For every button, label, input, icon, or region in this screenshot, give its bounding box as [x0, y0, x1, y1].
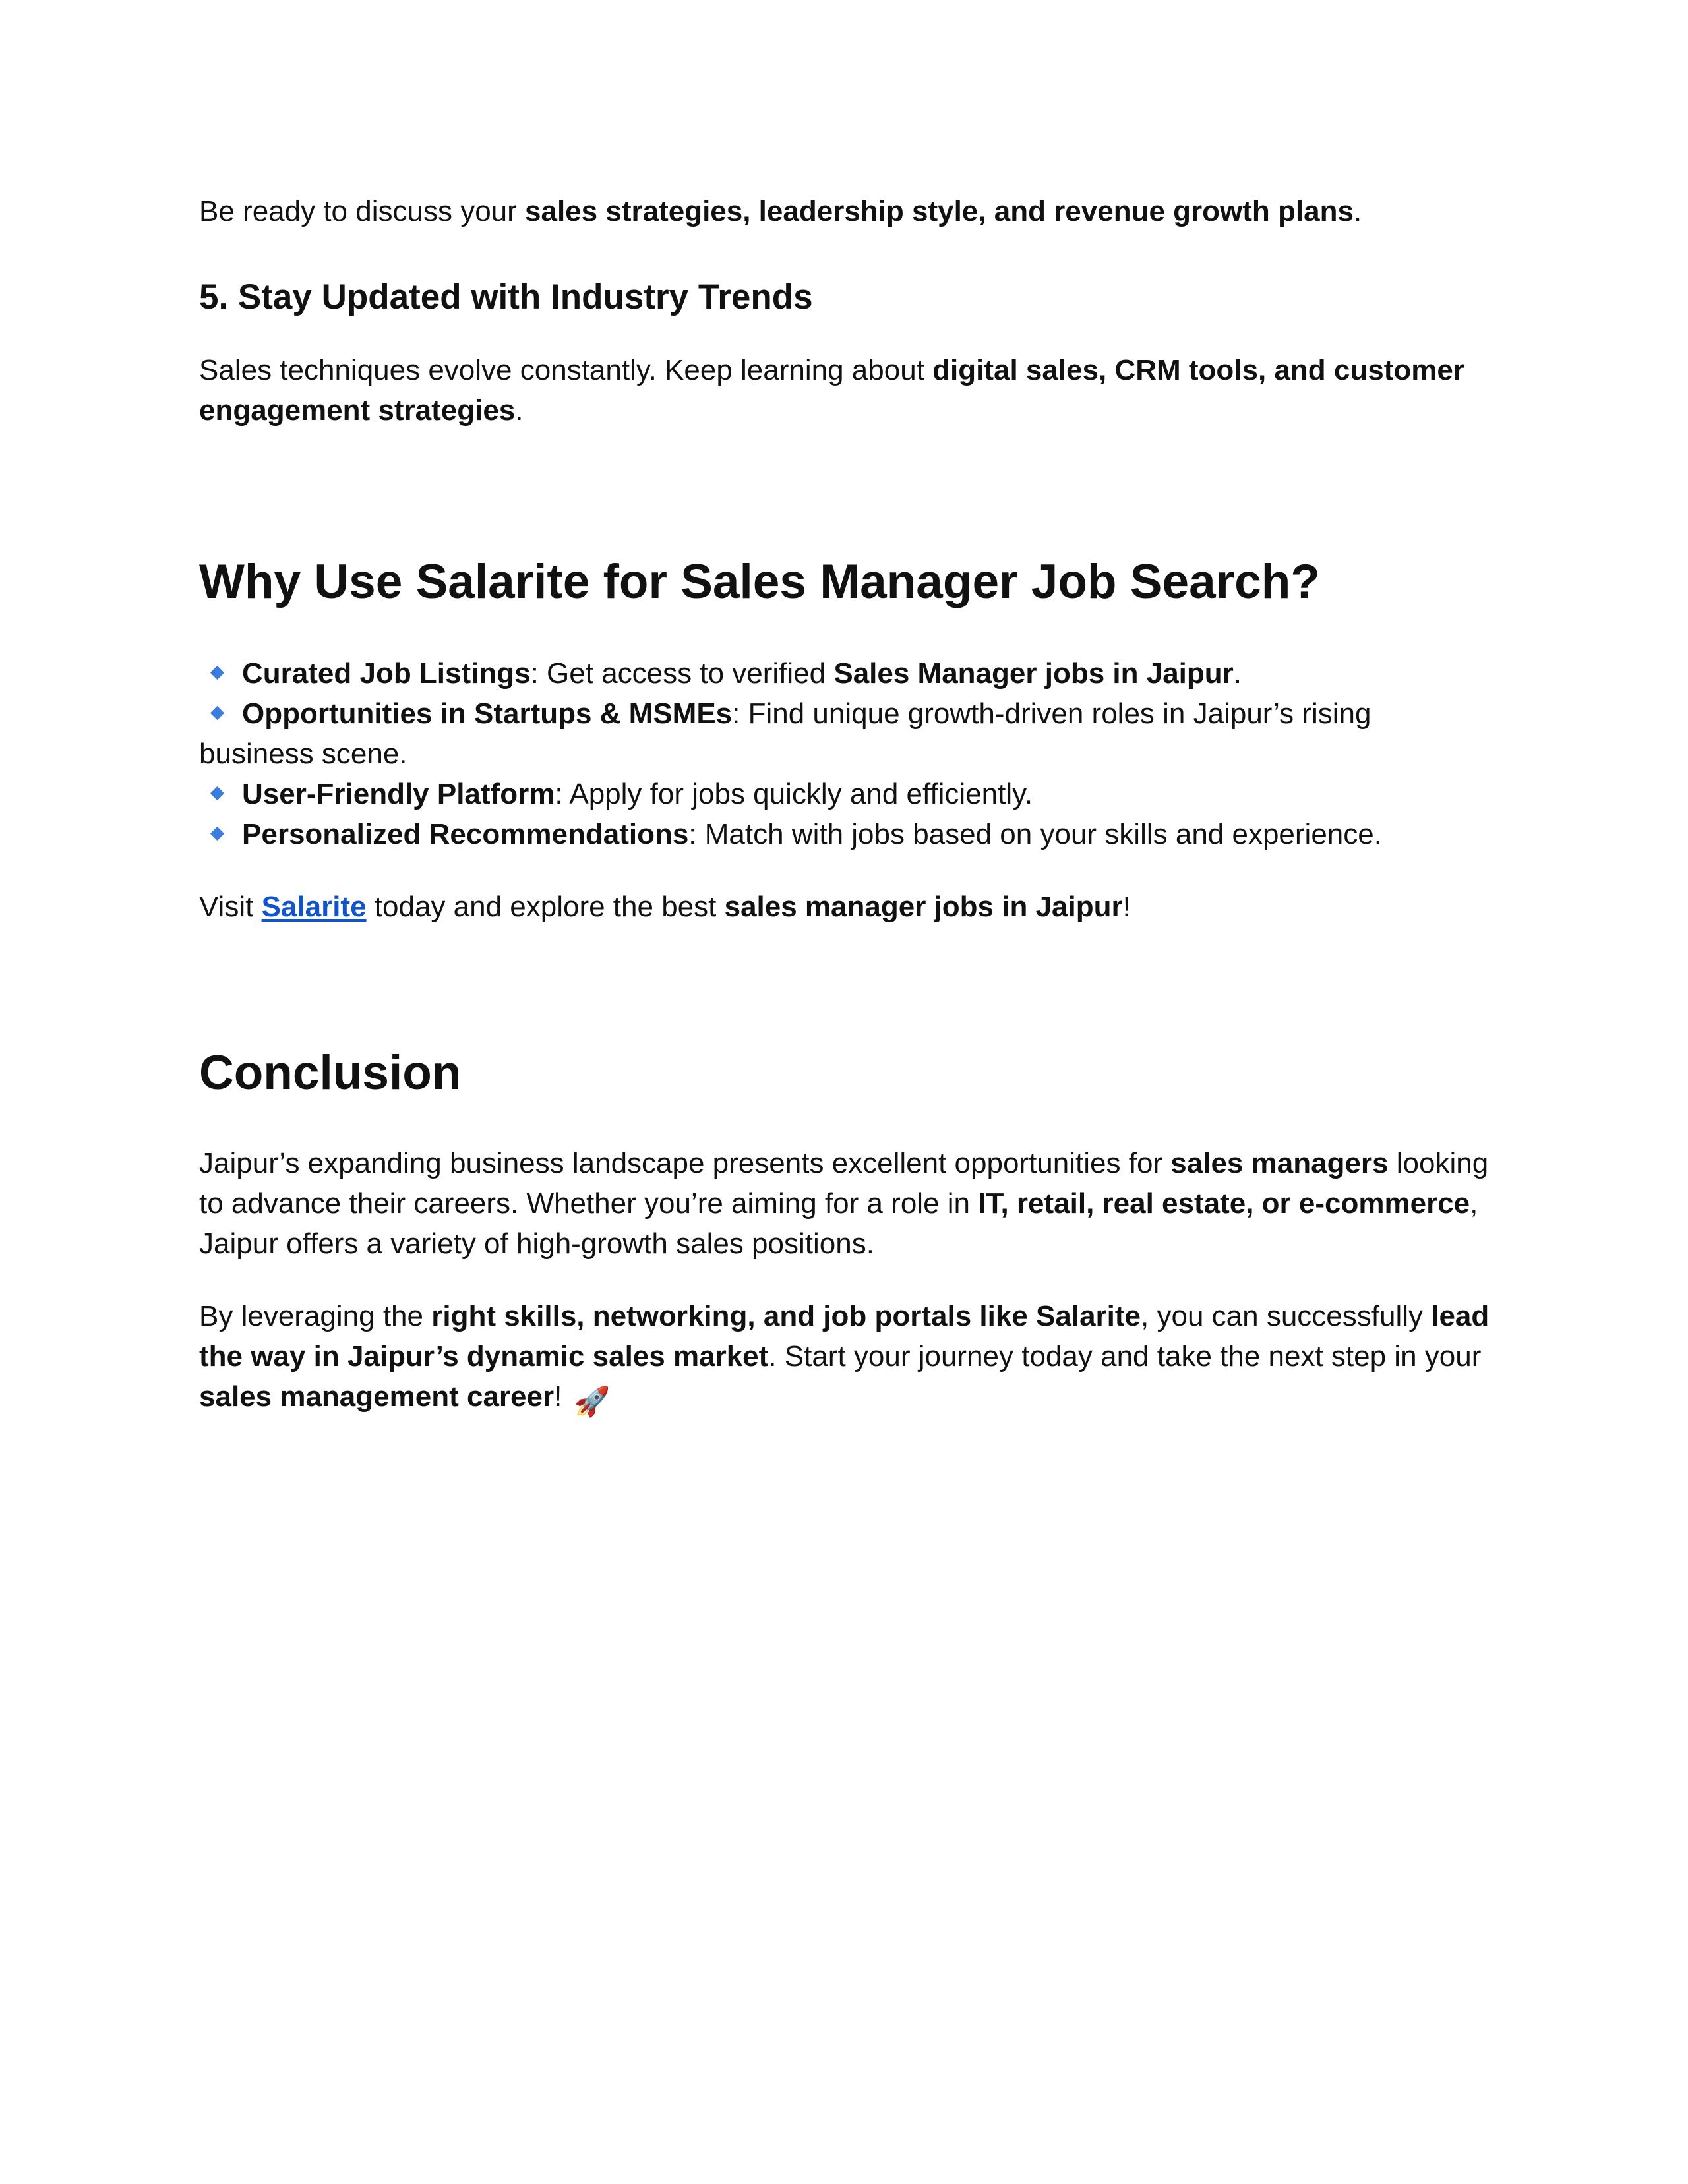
document-content — [199, 191, 1492, 1422]
paragraph-conclusion-2 — [199, 1296, 1492, 1422]
blue-diamond-icon — [210, 666, 224, 680]
rocket-icon: 🚀 — [574, 1386, 611, 1418]
salarite-link[interactable]: Salarite — [261, 891, 367, 923]
text: : Find unique growth-driven roles in Jaipur’s rising business scene. — [199, 697, 1372, 770]
bold-text: sales managers — [1170, 1147, 1389, 1179]
text: looking to advance their careers. Whether you’re aiming for a role in — [199, 1147, 1489, 1220]
list-item — [199, 814, 1492, 854]
paragraph-ready — [199, 191, 1492, 231]
text: : Apply for jobs quickly and efficiently. — [555, 778, 1033, 810]
text: today and explore the best — [366, 891, 725, 923]
blue-diamond-icon — [210, 706, 224, 720]
paragraph-visit — [199, 887, 1492, 927]
text: : Match with jobs based on your skills and experience. — [688, 818, 1382, 850]
text: Sales techniques evolve constantly. Keep learning about — [199, 354, 933, 386]
bold-text: Personalized Recommendations — [242, 818, 689, 850]
text: Be ready to discuss your — [199, 195, 526, 227]
text: . Start your journey today and take the next step in your — [768, 1340, 1482, 1372]
list-item — [199, 653, 1492, 694]
bold-text: Curated Job Listings — [242, 657, 531, 690]
text: . — [1233, 657, 1242, 690]
bold-text: lead the way in Jaipur’s dynamic sales market — [199, 1300, 1490, 1372]
text: , you can successfully — [1141, 1300, 1432, 1332]
text: ! — [1122, 891, 1131, 923]
bold-text: Opportunities in Startups & MSMEs — [242, 697, 733, 730]
text: Visit — [199, 891, 262, 923]
text: By leveraging the — [199, 1300, 432, 1332]
bold-text: right skills, networking, and job portals like Salarite — [431, 1300, 1141, 1332]
text: ! — [554, 1380, 570, 1413]
bold-text: digital sales, CRM tools, and customer engagement strategies — [199, 354, 1464, 427]
text: , Jaipur offers a variety of high-growth sales positions. — [199, 1187, 1478, 1260]
paragraph-conclusion-1 — [199, 1143, 1492, 1264]
blue-diamond-icon — [210, 786, 224, 800]
bold-text: IT, retail, real estate, or e-commerce — [978, 1187, 1470, 1220]
text: . — [1353, 195, 1362, 227]
list-item — [199, 694, 1492, 774]
heading-why-salarite: Why Use Salarite for Sales Manager Job Search? — [199, 555, 1320, 608]
bold-text: Sales Manager jobs in Jaipur — [833, 657, 1234, 690]
bold-text: sales manager jobs in Jaipur — [724, 891, 1123, 923]
text: . — [515, 394, 524, 427]
section-heading-stay-updated: 5. Stay Updated with Industry Trends — [199, 278, 813, 316]
paragraph-sales-techniques — [199, 350, 1492, 430]
bold-text: sales strategies, leadership style, and revenue growth plans — [525, 195, 1354, 227]
bold-text: User-Friendly Platform — [242, 778, 555, 810]
list-item — [199, 774, 1492, 814]
blue-diamond-icon — [210, 827, 224, 841]
text: : Get access to verified — [530, 657, 834, 690]
bold-text: sales management career — [199, 1380, 555, 1413]
text: Jaipur’s expanding business landscape presents excellent opportunities for — [199, 1147, 1171, 1179]
heading-conclusion: Conclusion — [199, 1046, 462, 1100]
benefits-list — [199, 653, 1492, 854]
